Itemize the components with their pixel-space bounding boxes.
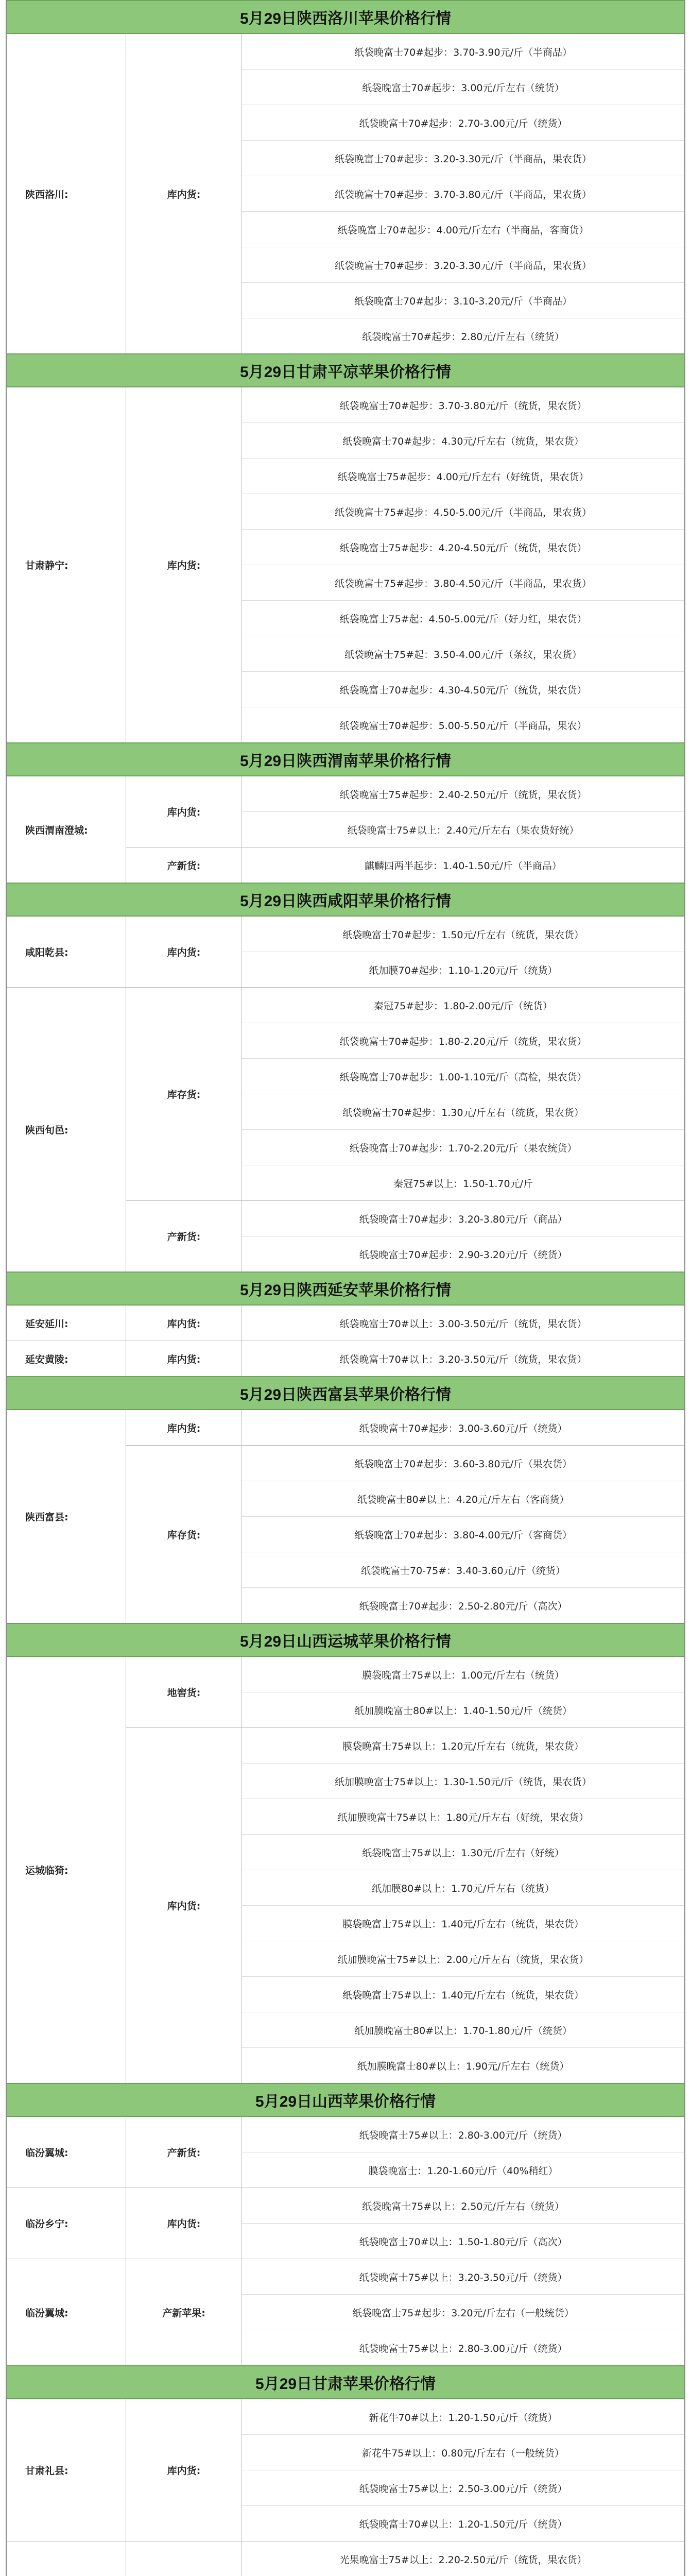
price-list (242, 917, 684, 987)
price-item: 纸袋晚富士70#起步：3.70-3.80元/斤（统货，果农货） (242, 387, 684, 423)
region-row (7, 1306, 684, 1341)
price-list (242, 848, 684, 883)
price-item: 纸袋晚富士70#起步：1.50元/斤左右（统货，果农货） (242, 917, 684, 952)
price-item: 纸袋晚富士70-75#：3.40-3.60元/斤（统货） (242, 1552, 684, 1588)
storage-group (126, 1410, 684, 1446)
section-title: 5月29日甘肃苹果价格行情 (7, 2365, 684, 2399)
price-item: 纸袋晚富士70#起步：3.70-3.90元/斤（半商品） (242, 34, 684, 70)
region-name: 延安黄陵: (7, 1341, 126, 1376)
storage-group (126, 2541, 684, 2576)
price-item: 纸袋晚富士70#以上：3.20-3.50元/斤（统货，果农货） (339, 1353, 587, 1365)
price-list (242, 2188, 684, 2259)
region-row (7, 2399, 684, 2541)
price-item: 纸袋晚富士75#以上：1.30元/斤左右（好统） (242, 1835, 684, 1870)
price-table (6, 0, 685, 2576)
price-section (7, 883, 684, 1272)
price-item: 新花牛70#以上：1.20-1.50元/斤（统货） (242, 2399, 684, 2435)
region-name: 临汾翼城: (7, 2117, 126, 2188)
price-list (242, 1341, 684, 1376)
price-item: 纸袋晚富士70#起步：1.70-2.20元/斤（果农统货） (242, 1130, 684, 1165)
storage-type: 库存货: (126, 988, 242, 1200)
storage-group (126, 1306, 684, 1341)
price-item: 膜袋晚富士：1.20-1.60元/斤（40%稍红） (368, 2165, 558, 2177)
storage-group (126, 34, 684, 353)
storage-group (126, 776, 684, 848)
region-groups (126, 2541, 684, 2576)
price-item: 纸袋晚富士70#起步：1.30元/斤左右（统货，果农货） (242, 1094, 684, 1130)
price-item: 纸加膜晚富士75#以上：2.00元/斤左右（统货，果农货） (242, 1941, 684, 1977)
storage-group (126, 1341, 684, 1376)
storage-group (126, 848, 684, 883)
price-item: 纸袋晚富士75#起步：3.20元/斤左右（一般统货） (242, 2295, 684, 2330)
storage-type: 地窖货: (126, 1657, 242, 1727)
price-item: 纸袋晚富士70#以上：3.00-3.50元/斤（统货，果农货） (339, 1318, 587, 1330)
price-item: 纸袋晚富士75#以上：2.50-3.00元/斤（统货） (242, 2470, 684, 2506)
price-list (242, 1728, 684, 2083)
region-row (7, 2188, 684, 2259)
price-item: 纸袋晚富士75#起步：4.50-5.00元/斤（半商品，果农货） (242, 494, 684, 530)
price-item: 纸袋晚富士70#起步：1.80-2.20元/斤（统货，果农货） (242, 1023, 684, 1059)
price-item: 纸袋晚富士70#以上：1.50-1.80元/斤（高次） (359, 2236, 567, 2248)
price-item: 膜袋晚富士75#以上：1.00元/斤左右（统货） (242, 1657, 684, 1692)
price-list (242, 2399, 684, 2541)
region-row (7, 776, 684, 883)
storage-group (126, 2117, 684, 2188)
price-section (7, 353, 684, 742)
region-row (7, 2259, 684, 2365)
region-name: 甘肃静宁: (7, 387, 126, 742)
price-list (242, 387, 684, 742)
price-item: 纸袋晚富士75#以上：2.50元/斤左右（统货） (242, 2188, 684, 2224)
price-item: 纸袋晚富士80#以上：4.20元/斤左右（客商货） (242, 1481, 684, 1517)
storage-type: 库内货: (126, 776, 242, 847)
price-item: 纸袋晚富士70#起步：3.20-3.30元/斤（半商品，果农货） (242, 247, 684, 283)
price-list (242, 1410, 684, 1445)
storage-group (126, 988, 684, 1201)
storage-group (126, 387, 684, 742)
price-list (242, 988, 684, 1200)
price-item: 纸袋晚富士70#起步：2.70-3.00元/斤（统货） (242, 105, 684, 141)
price-item: 纸袋晚富士75#以上：2.80-3.00元/斤（统货） (242, 2117, 684, 2153)
price-item: 纸袋晚富士70#起步：3.20-3.80元/斤（商品） (242, 1201, 684, 1236)
region-groups (126, 776, 684, 883)
section-title: 5月29日陕西渭南苹果价格行情 (7, 742, 684, 776)
price-list (242, 2259, 684, 2365)
storage-type: 库内货: (126, 387, 242, 742)
price-item: 膜袋晚富士75#以上：1.20元/斤左右（统货，果农货） (242, 1728, 684, 1764)
region-row (7, 2117, 684, 2188)
price-item: 纸袋晚富士70#起步：3.10-3.20元/斤（半商品） (242, 283, 684, 318)
price-item: 纸加膜70#起步：1.10-1.20元/斤（统货） (369, 964, 558, 976)
price-list (242, 1657, 684, 1727)
storage-group (126, 2188, 684, 2259)
price-section (7, 1376, 684, 1623)
region-name: 陕西旬邑: (7, 988, 126, 1272)
storage-group (126, 1728, 684, 2083)
region-groups (126, 988, 684, 1272)
region-groups (126, 387, 684, 742)
price-list (242, 1201, 684, 1272)
region-row (7, 917, 684, 988)
region-name: 运城临猗: (7, 1657, 126, 2083)
section-title: 5月29日陕西洛川苹果价格行情 (7, 0, 684, 34)
region-row (7, 1657, 684, 2083)
region-groups (126, 1410, 684, 1623)
price-item: 纸加膜晚富士75#以上：1.80元/斤左右（好统，果农货） (242, 1799, 684, 1835)
storage-group (126, 1201, 684, 1272)
storage-type: 产新货: (126, 1201, 242, 1272)
price-section (7, 0, 684, 353)
price-item: 纸袋晚富士70#起步：4.30元/斤左右（统货，果农货） (242, 423, 684, 459)
region-name: 临汾翼城: (7, 2259, 126, 2365)
storage-type: 产新苹果: (126, 2259, 242, 2365)
price-item: 纸袋晚富士70#起步：3.20-3.30元/斤（半商品，果农货） (242, 141, 684, 176)
storage-group (126, 1446, 684, 1623)
price-item: 光果晚富士75#以上：2.20-2.50元/斤（统货，果农货） (242, 2541, 684, 2576)
price-item: 麒麟四两半起步：1.40-1.50元/斤（半商品） (365, 860, 562, 872)
price-item: 纸袋晚富士70#起步：4.30-4.50元/斤（统货，果农货） (242, 672, 684, 707)
storage-group (126, 2399, 684, 2541)
price-item: 纸袋晚富士70#起步：3.00-3.60元/斤（统货） (359, 1422, 567, 1434)
region-groups (126, 917, 684, 987)
storage-group (126, 1657, 684, 1728)
storage-type: 产新货: (126, 2117, 242, 2188)
storage-type: 库内货: (126, 917, 242, 987)
price-list (242, 1306, 684, 1341)
price-item: 纸袋晚富士70#起步：3.60-3.80元/斤（果农货） (242, 1446, 684, 1481)
section-title: 5月29日山西运城苹果价格行情 (7, 1623, 684, 1657)
price-item: 纸袋晚富士75#起步：4.20-4.50元/斤（统货，果农货） (242, 530, 684, 565)
region-groups (126, 2399, 684, 2541)
price-section (7, 1272, 684, 1376)
region-groups (126, 2188, 684, 2259)
price-item: 纸加膜晚富士80#以上：1.90元/斤左右（统货） (357, 2060, 569, 2072)
price-item: 纸袋晚富士75#以上：3.20-3.50元/斤（统货） (242, 2259, 684, 2295)
storage-type: 产新货: (126, 848, 242, 883)
price-item: 纸袋晚富士70#起步：3.80-4.00元/斤（客商货） (242, 1517, 684, 1552)
price-item: 纸加膜晚富士80#以上：1.70-1.80元/斤（统货） (242, 2012, 684, 2048)
price-item: 纸袋晚富士70#起步：3.00元/斤左右（统货） (242, 70, 684, 105)
price-item: 纸袋晚富士75#起步：4.00元/斤左右（好统货，果农货） (242, 459, 684, 494)
price-item: 纸袋晚富士75#起步：3.80-4.50元/斤（半商品，果农货） (242, 565, 684, 601)
price-item: 纸袋晚富士70#起步：2.50-2.80元/斤（高次） (359, 1600, 567, 1612)
price-item: 纸袋晚富士70#起步：1.00-1.10元/斤（高检，果农货） (242, 1059, 684, 1094)
price-item: 纸加膜80#以上：1.70元/斤左右（统货） (242, 1870, 684, 1906)
region-groups (126, 1341, 684, 1376)
price-list (242, 2541, 684, 2576)
price-item: 纸加膜晚富士80#以上：1.40-1.50元/斤（统货） (354, 1705, 572, 1717)
price-item: 秦冠75#以上：1.50-1.70元/斤 (393, 1178, 533, 1190)
price-item: 纸袋晚富士75#以上：2.80-3.00元/斤（统货） (359, 2343, 567, 2354)
region-row (7, 1341, 684, 1376)
price-item: 纸袋晚富士75#以上：2.40元/斤左右（果农货好统） (347, 824, 579, 836)
storage-type: 库内货: (126, 2188, 242, 2259)
section-title: 5月29日陕西富县苹果价格行情 (7, 1376, 684, 1410)
price-item: 膜袋晚富士75#以上：1.40元/斤左右（统货，果农货） (242, 1906, 684, 1941)
region-groups (126, 1306, 684, 1341)
storage-type: 库内货: (126, 1341, 242, 1376)
price-list (242, 34, 684, 353)
price-item: 纸袋晚富士75#以上：1.40元/斤左右（统货，果农货） (242, 1977, 684, 2012)
price-list (242, 1446, 684, 1623)
region-groups (126, 34, 684, 353)
region-name: 陕西洛川: (7, 34, 126, 353)
region-row (7, 34, 684, 353)
region-name: 陕西富县: (7, 1410, 126, 1623)
storage-type: 库内货: (126, 1410, 242, 1445)
section-title: 5月29日山西苹果价格行情 (7, 2083, 684, 2117)
price-item: 纸袋晚富士70#起步：5.00-5.50元/斤（半商品，果农） (339, 720, 587, 732)
price-section (7, 2365, 684, 2576)
storage-type: 库内货: (126, 1306, 242, 1341)
region-row (7, 387, 684, 742)
price-list (242, 2117, 684, 2188)
section-title: 5月29日陕西咸阳苹果价格行情 (7, 883, 684, 917)
region-row (7, 2541, 684, 2576)
region-groups (126, 2259, 684, 2365)
price-item: 纸袋晚富士70#起步：4.00元/斤左右（半商品，客商货） (242, 212, 684, 247)
storage-type: 库存货: (126, 1446, 242, 1623)
region-name: 延安延川: (7, 1306, 126, 1341)
price-item: 纸加膜晚富士75#以上：1.30-1.50元/斤（统货，果农货） (242, 1764, 684, 1799)
price-list (242, 776, 684, 847)
storage-type: 库内货: (126, 1728, 242, 2083)
region-name: 陕西渭南澄城: (7, 776, 126, 883)
price-item: 纸袋晚富士70#以上：1.20-1.50元/斤（统货） (359, 2518, 567, 2530)
price-item: 纸袋晚富士75#起步：2.40-2.50元/斤（统货，果农货） (242, 776, 684, 812)
storage-group (126, 917, 684, 987)
region-groups (126, 2117, 684, 2188)
region-row (7, 1410, 684, 1623)
region-name: 临汾乡宁: (7, 2188, 126, 2259)
storage-type (126, 2541, 242, 2576)
price-item: 纸袋晚富士70#起步：2.80元/斤左右（统货） (362, 331, 564, 343)
price-section (7, 742, 684, 883)
storage-group (126, 2259, 684, 2365)
price-item: 纸袋晚富士70#起步：3.70-3.80元/斤（半商品，果农货） (242, 176, 684, 212)
price-item: 新花牛75#以上：0.80元/斤左右（一般统货） (242, 2435, 684, 2470)
storage-type: 库内货: (126, 2399, 242, 2541)
price-item: 纸袋晚富士70#起步：2.90-3.20元/斤（统货） (359, 1249, 567, 1261)
region-name: 甘肃礼县: (7, 2399, 126, 2541)
price-section (7, 1623, 684, 2083)
section-title: 5月29日甘肃平凉苹果价格行情 (7, 353, 684, 387)
region-row (7, 988, 684, 1272)
storage-type: 库内货: (126, 34, 242, 353)
region-groups (126, 1657, 684, 2083)
price-item: 纸袋晚富士75#起：4.50-5.00元/斤（好力红，果农货） (242, 601, 684, 636)
price-item: 纸袋晚富士75#起：3.50-4.00元/斤（条纹，果农货） (242, 636, 684, 672)
region-name: 咸阳乾县: (7, 917, 126, 987)
price-section (7, 2083, 684, 2365)
region-name (7, 2541, 126, 2576)
section-title: 5月29日陕西延安苹果价格行情 (7, 1272, 684, 1306)
price-item: 秦冠75#起步：1.80-2.00元/斤（统货） (242, 988, 684, 1023)
